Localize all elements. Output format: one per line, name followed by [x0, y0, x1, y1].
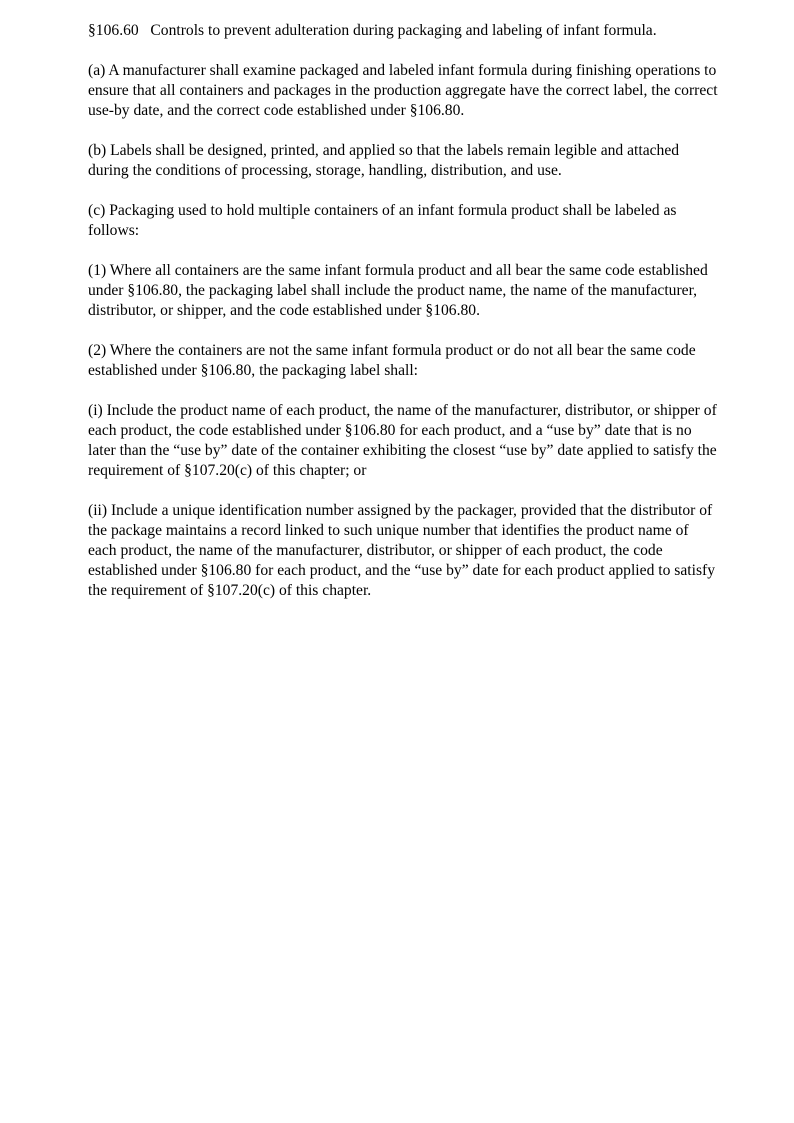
paragraph-c: (c) Packaging used to hold multiple containers of an infant formula product shall be labeled as follows:: [88, 202, 677, 239]
paragraph-a: (a) A manufacturer shall examine packaged and labeled infant formula during finishing operations to ensure that all containers and packages in the production aggregate have the correct label, the correct use-by date, and the correct code established under §106.80.: [88, 62, 718, 119]
section-heading: §106.60 Controls to prevent adulteration during packaging and labeling of infant formula.: [88, 22, 657, 39]
paragraph-c-2-i: (i) Include the product name of each product, the name of the manufacturer, distributor, or shipper of each product, the code established under §106.80 for each product, and a “use by” date that is no later than the “use by” date of the container exhibiting the closest “use by” date applied to satisfy the requirement of §107.20(c) of this chapter; or: [88, 402, 717, 479]
paragraph-c-2-ii: (ii) Include a unique identification number assigned by the packager, provided that the distributor of the package maintains a record linked to such unique number that identifies the product name of each product, the name of the manufacturer, distributor, or shipper of each product, the code established under §106.80 for each product, and the “use by” date for each product applied to satisfy the requirement of §107.20(c) of this chapter.: [88, 502, 716, 599]
paragraph-c-1: (1) Where all containers are the same infant formula product and all bear the same code established under §106.80, the packaging label shall include the product name, the name of the manufacturer, distributor, or shipper, and the code established under §106.80.: [88, 262, 708, 319]
paragraph-b: (b) Labels shall be designed, printed, and applied so that the labels remain legible and attached during the conditions of processing, storage, handling, distribution, and use.: [88, 142, 680, 179]
paragraph-c-2: (2) Where the containers are not the same infant formula product or do not all bear the same code established under §106.80, the packaging label shall:: [88, 342, 696, 379]
document-page: [88, 21, 718, 621]
